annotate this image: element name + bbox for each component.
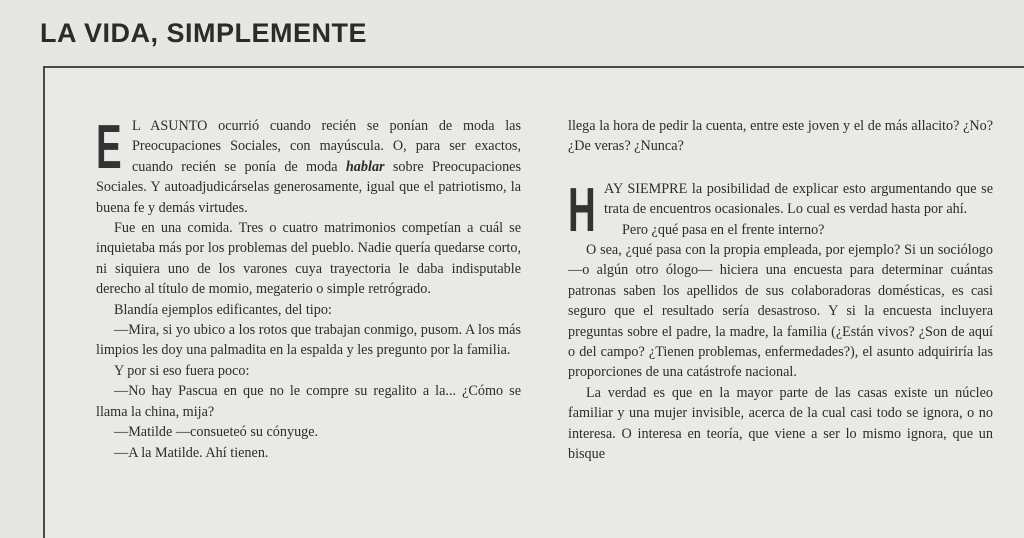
paragraph: Y por si eso fuera poco: — [114, 362, 250, 379]
paragraph-text: AY SIEMPRE la posibilidad de explicar esto argumentando que se trata de encuentros ocasionales. Lo cual es verdad hasta por ahí. — [604, 180, 993, 218]
paragraph: La verdad es que en la mayor parte de las casas existe un núcleo familiar y una mujer invisible, acerca de la cual casi todo se ignora, o no interesa. O interesa en teoría, que viene a ser lo mismo ignora, que un bisque — [568, 384, 993, 463]
paragraph — [96, 113, 522, 218]
paragraph: llega la hora de pedir la cuenta, entre este joven y el de más allacito? ¿No? ¿De veras? ¿Nunca? — [568, 118, 993, 155]
paragraph: Pero ¿qué pasa en el frente interno? — [622, 221, 825, 238]
left-column — [96, 113, 522, 463]
emphasis-text: hablar — [345, 158, 385, 175]
right-column — [568, 116, 993, 465]
paragraph: O sea, ¿qué pasa con la propia empleada, por ejemplo? Si un sociólogo —o algún otro ólogo— hiciera una encuesta para determinar cuántas patronas saben los apellidos de sus colaboradoras domésticas, es casi seguro que el resultado sería desastroso. Y si la encuesta incluyera preguntas sobre el padre, la madre, la familia (¿Están vivos? ¿Son de aquí o del campo? ¿Tienen problemas, enfermedades?), el asunto adquiriría las proporciones de una catástrofe nacional. — [568, 242, 993, 381]
drop-cap: E — [96, 113, 122, 182]
paragraph: —A la Matilde. Ahí tienen. — [114, 444, 269, 461]
paragraph: —Mira, si yo ubico a los rotos que trabajan conmigo, pusom. A los más limpios les doy una palmadita en la espalda y les pregunto por la familia. — [96, 322, 521, 359]
drop-cap: H — [568, 175, 596, 245]
section-gap — [568, 157, 993, 179]
page-title: LA VIDA, SIMPLEMENTE — [40, 18, 368, 48]
paragraph-text: sobre Preocupaciones Sociales. Y autoadjudicárselas generosamente, igual que el patriotismo, la buena fe y demás virtudes. — [96, 158, 522, 216]
paragraph: —No hay Pascua en que no le compre su regalito a la... ¿Cómo se llama la china, mija? — [96, 383, 521, 420]
paragraph: —Matilde —consueteó su cónyuge. — [114, 424, 319, 441]
paragraph-text: L ASUNTO ocurrió cuando recién se ponían de moda las Preocupaciones Sociales, con mayúscula. O, para ser exactos, cuando recién se ponía de moda — [132, 118, 521, 175]
paragraph: Blandía ejemplos edificantes, del tipo: — [114, 301, 332, 318]
paragraph: Fue en una comida. Tres o cuatro matrimonios competían a cuál se inquietaba más por los problemas del pueblo. Nadie quería quedarse corto, ni siquiera uno de los varones cuya trayectoria le daba indisputable derecho al título de momio, megaterio o simple retrógrado. — [96, 220, 521, 298]
